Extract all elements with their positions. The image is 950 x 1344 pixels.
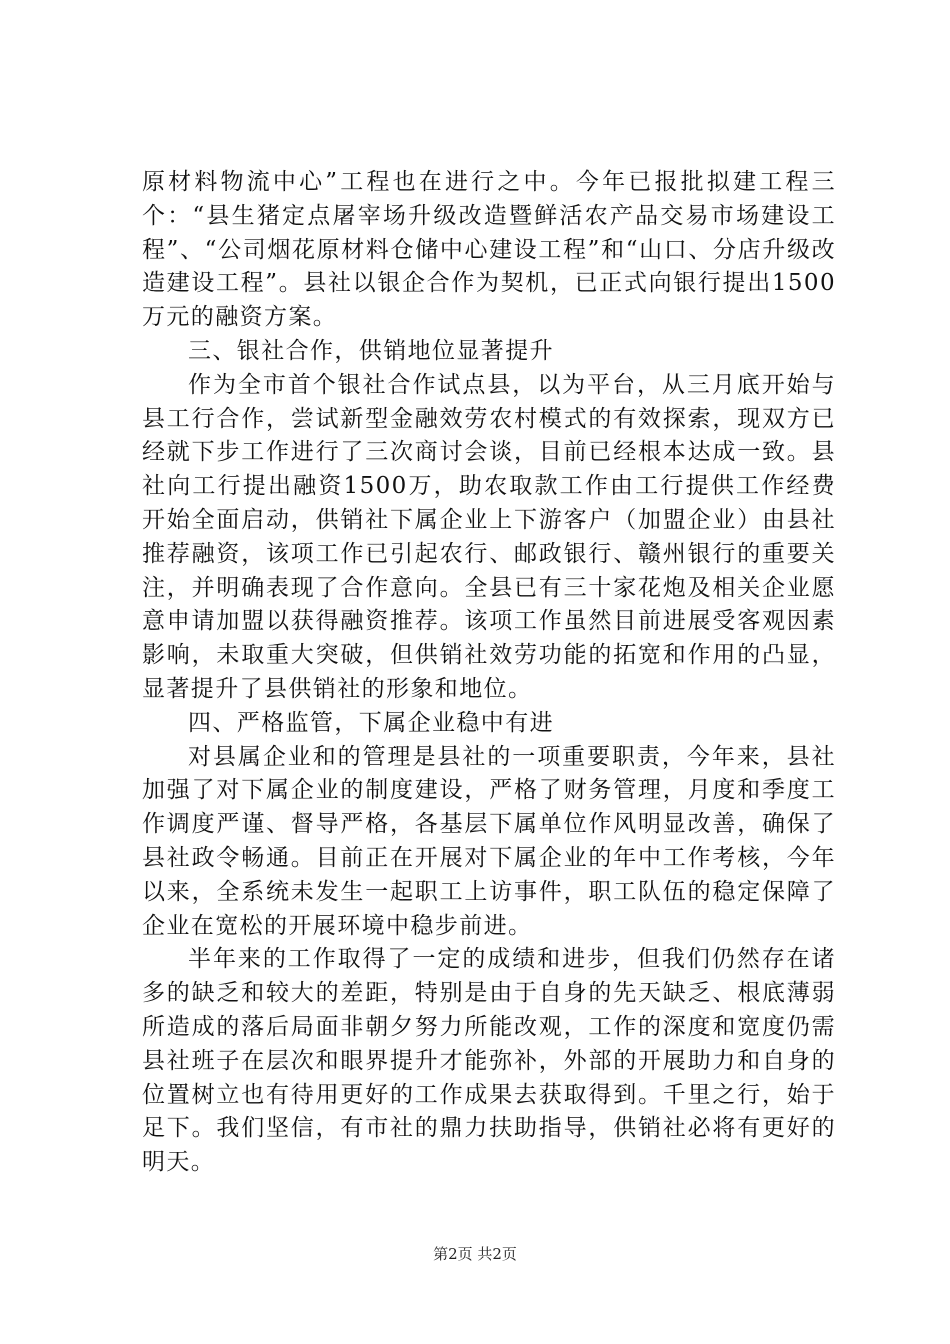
paragraph-bank-cooperation: 作为全市首个银社合作试点县，以为平台，从三月底开始与县工行合作，尝试新型金融效劳农村模式的有效探索，现双方已经就下步工作进行了三次商讨会谈，目前已经根本达成一致。县社向工行提出融资1500万，助农取款工作由工行提供工作经费开始全面启动，供销社下属企业上下游客户（加盟企业）由县社推荐融资，该项工作已引起农行、邮政银行、赣州银行的重要关注，并明确表现了合作意向。全县已有三十家花炮及相关企业愿意申请加盟以获得融资推荐。该项工作虽然目前进展受客观因素影响，未取重大突破，但供销社效劳功能的拓宽和作用的凸显，显著提升了县供销社的形象和地位。 [142,371,836,702]
paragraph-supervision: 对县属企业和的管理是县社的一项重要职责，今年来，县社加强了对下属企业的制度建设，严格了财务管理，月度和季度工作调度严谨、督导严格，各基层下属单位作风明显改善，确保了县社政令畅通。目前正在开展对下属企业的年中工作考核，今年以来，全系统未发生一起职工上访事件，职工队伍的稳定保障了企业在宽松的开展环境中稳步前进。 [142,743,836,939]
paragraph-summary: 半年来的工作取得了一定的成绩和进步，但我们仍然存在诸多的缺乏和较大的差距，特别是由于自身的先天缺乏、根底薄弱所造成的落后局面非朝夕努力所能改观，工作的深度和宽度仍需县社班子在层次和眼界提升才能弥补，外部的开展助力和自身的位置树立也有待用更好的工作成果去获取得到。千里之行，始于足下。我们坚信，有市社的鼎力扶助指导，供销社必将有更好的明天。 [142,946,836,1176]
section-heading-3: 三、银社合作，供销地位显著提升 [188,337,554,364]
page-number-footer: 第2页 共2页 [433,1245,517,1263]
paragraph-continued: 原材料物流中心”工程也在进行之中。今年已报批拟建工程三个：“县生猪定点屠宰场升级改造暨鲜活农产品交易市场建设工程”、“公司烟花原材料仓储中心建设工程”和“山口、分店升级改造建设工程”。县社以银企合作为契机，已正式向银行提出1500万元的融资方案。 [142,169,836,331]
section-heading-4: 四、严格监管，下属企业稳中有进 [188,709,554,736]
document-body [142,166,836,1180]
